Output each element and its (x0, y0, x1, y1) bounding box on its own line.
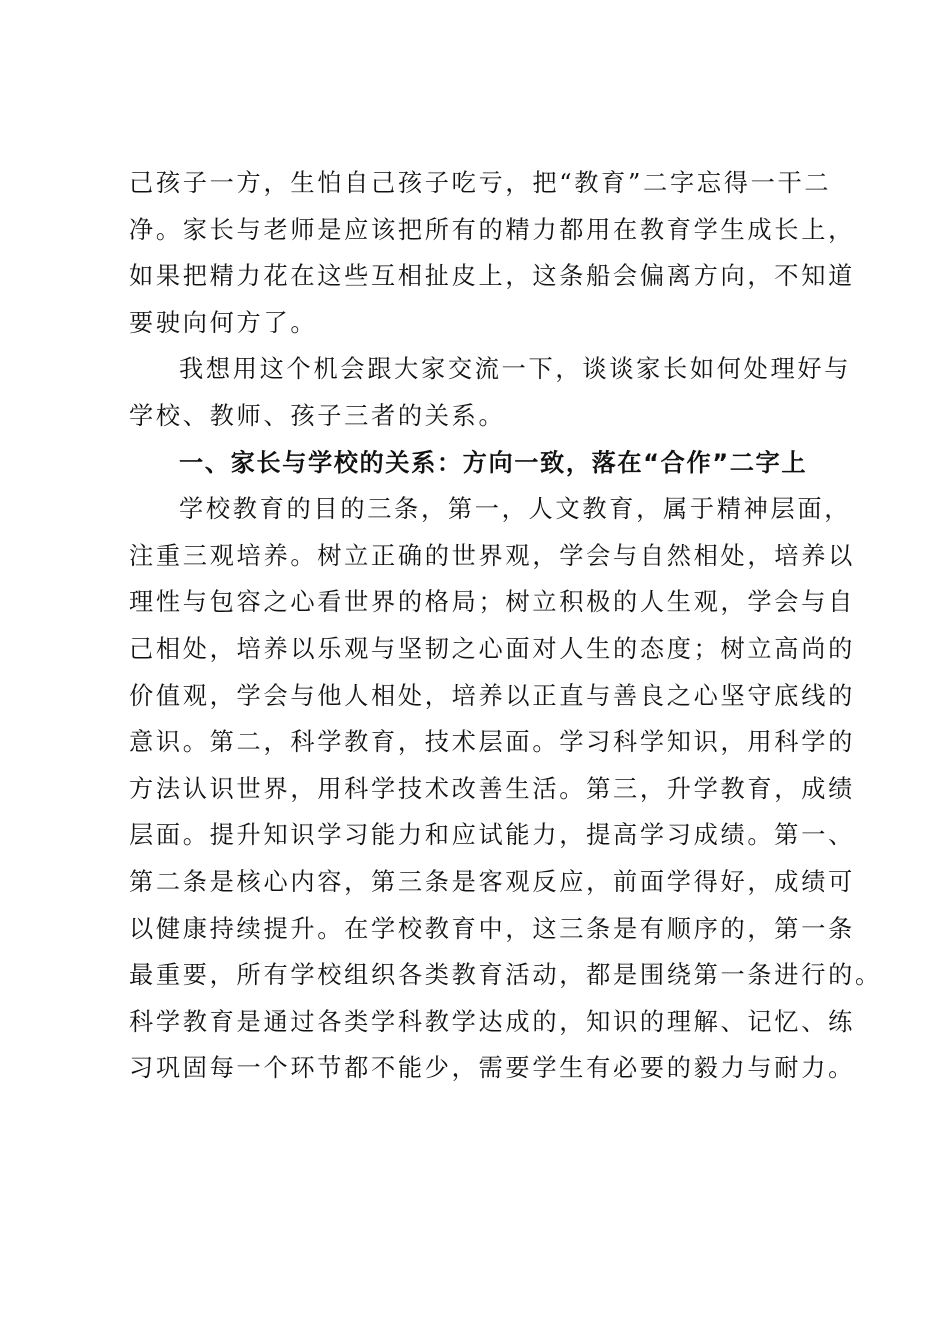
text-line: 价值观，学会与他人相处，培养以正直与善良之心坚守底线的 (129, 681, 855, 710)
text-line: 第二条是核心内容，第三条是客观反应，前面学得好，成绩可 (129, 867, 855, 896)
text-line: 注重三观培养。树立正确的世界观，学会与自然相处，培养以 (129, 541, 855, 570)
text-line: 以健康持续提升。在学校教育中，这三条是有顺序的，第一条 (129, 914, 855, 943)
text-line: 要驶向何方了。 (129, 308, 318, 337)
text-line: 方法认识世界，用科学技术改善生活。第三，升学教育，成绩 (129, 774, 855, 803)
text-line: 学校、教师、孩子三者的关系。 (129, 401, 506, 430)
text-line: 理性与包容之心看世界的格局；树立积极的人生观，学会与自 (129, 588, 855, 617)
text-line: 学校教育的目的三条，第一，人文教育，属于精神层面， (179, 495, 852, 524)
text-line: 己孩子一方，生怕自己孩子吃亏，把“教育”二字忘得一干二 (129, 169, 832, 197)
text-line: 习巩固每一个环节都不能少，需要学生有必要的毅力与耐力。 (129, 1054, 855, 1083)
text-line: 己相处，培养以乐观与坚韧之心面对人生的态度；树立高尚的 (129, 634, 855, 663)
paragraph-school-education (129, 486, 882, 1092)
text-line: 层面。提升知识学习能力和应试能力，提高学习成绩。第一、 (129, 821, 855, 850)
text-line: 意识。第二，科学教育，技术层面。学习科学知识，用科学的 (129, 728, 855, 757)
document-page (129, 160, 882, 1092)
text-line: 净。家长与老师是应该把所有的精力都用在教育学生成长上， (129, 215, 855, 244)
text-line: 如果把精力花在这些互相扯皮上，这条船会偏离方向，不知道 (129, 262, 855, 291)
heading-text: 一、家长与学校的关系：方向一致，落在“合作”二字上 (179, 448, 808, 477)
text-line: 最重要，所有学校组织各类教育活动，都是围绕第一条进行的。 (129, 961, 882, 990)
paragraph-intro (129, 346, 852, 439)
section-heading (129, 440, 829, 487)
text-line: 我想用这个机会跟大家交流一下，谈谈家长如何处理好与 (179, 355, 852, 384)
text-line: 科学教育是通过各类学科教学达成的，知识的理解、记忆、练 (129, 1007, 855, 1036)
paragraph-continuation (129, 160, 855, 346)
